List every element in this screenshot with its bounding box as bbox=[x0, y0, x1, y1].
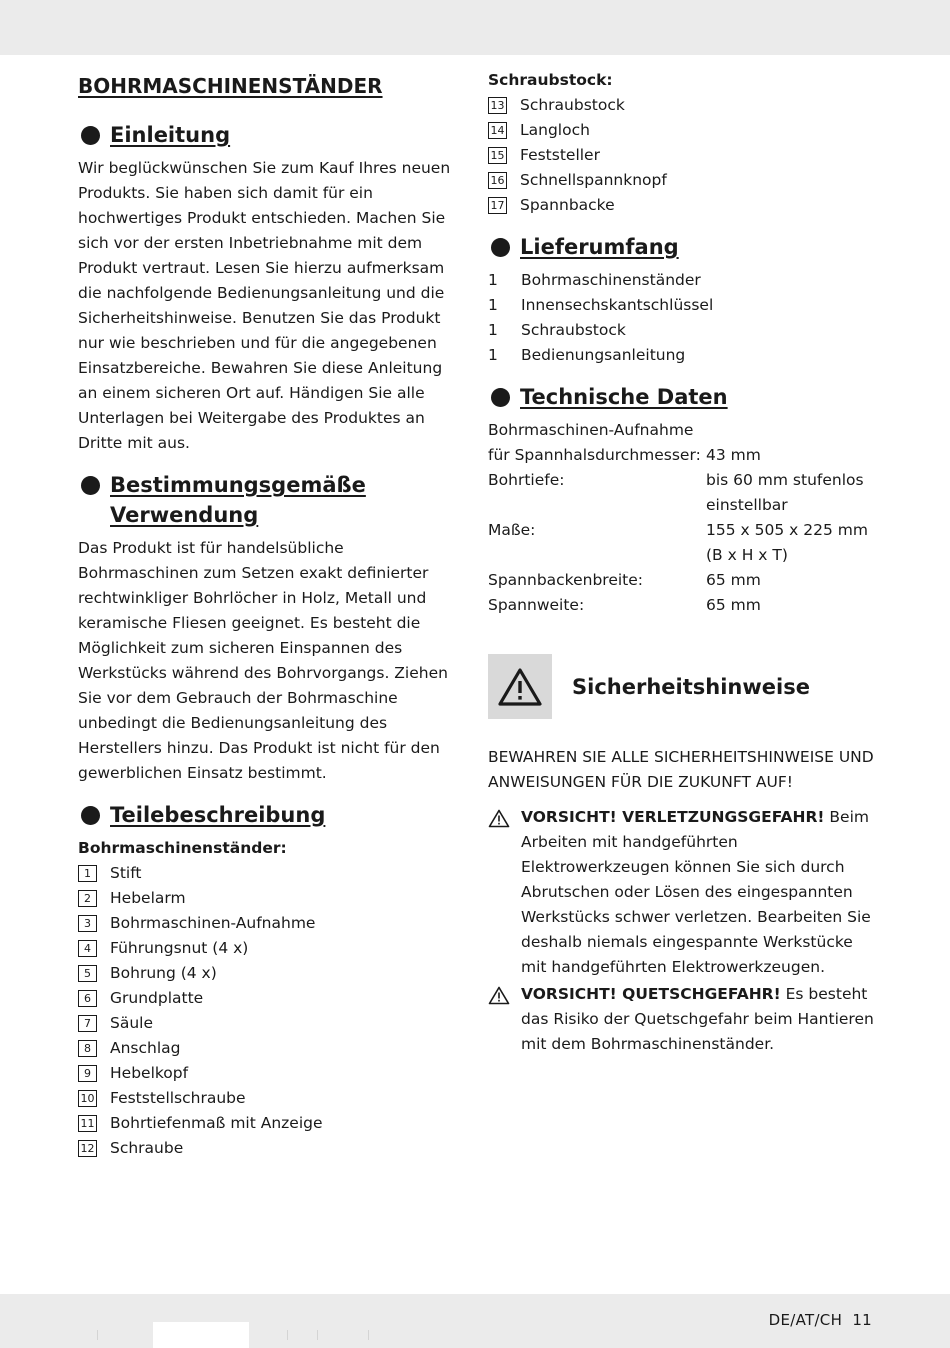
spec-key: Spannweite: bbox=[488, 596, 585, 614]
bottom-white-strip bbox=[153, 1322, 249, 1348]
bullet-icon bbox=[81, 806, 100, 825]
spec-row bbox=[488, 468, 876, 518]
verwendung-text: Das Produkt ist für handelsübliche Bohrmaschinen zum Setzen exakt definierter rechtwinkliger Bohrlöcher in Holz, Metall und keramische Fliesen geeignet. Es besteht die Möglichkeit zum sicheren Einspannen des Werkstücks während des Bohrvorgangs. Ziehen Sie vor dem Gebrauch der Bohrmaschine unbedingt die Bedienungsanleitung des Herstellers hinzu. Das Produkt ist nicht für den gewerblichen Einsatz bestimmt. bbox=[78, 539, 448, 782]
part-label: Schraube bbox=[110, 1139, 184, 1157]
spec-value: 65 mm bbox=[706, 571, 761, 589]
einleitung-text: Wir beglückwünschen Sie zum Kauf Ihres neuen Produkts. Sie haben sich damit für ein hochwertiges Produkt entschieden. Machen Sie sich vor der ersten Inbetriebnahme mit dem Produkt vertraut. Lesen Sie hierzu aufmerksam die nachfolgende Bedienungsanleitung und die Sicherheitshinweise. Benutzen Sie das Produkt nur wie beschrieben und für die angegebenen Einsatzbereiche. Bewahren Sie diese Anleitung an einem sicheren Ort auf. Händigen Sie alle Unterlagen bei Weitergabe des Produktes an Dritte mit aus. bbox=[78, 159, 451, 452]
warning-item bbox=[488, 982, 878, 1057]
left-column bbox=[78, 68, 462, 1161]
part-item bbox=[78, 1111, 462, 1136]
part-item bbox=[78, 986, 462, 1011]
part-item bbox=[488, 193, 878, 218]
part-item bbox=[488, 93, 878, 118]
section-heading-verwendung bbox=[78, 470, 462, 530]
warning-body: Beim Arbeiten mit handgeführten Elektrowerkzeugen können Sie sich durch Abrutschen oder Lösen des eingespannten Werkstücks schwer verletzen. Bearbeiten Sie deshalb niemals eingespannte Werkstücke mit handgeführten Elektrowerkzeugen. bbox=[521, 808, 871, 976]
parts-list bbox=[78, 861, 462, 1161]
part-item bbox=[78, 911, 462, 936]
part-item bbox=[78, 886, 462, 911]
page-footer bbox=[769, 1311, 872, 1329]
heading-line: Bestimmungsgemäße bbox=[110, 473, 366, 497]
page-number: 11 bbox=[852, 1311, 872, 1329]
part-label: Feststellschraube bbox=[110, 1089, 246, 1107]
part-item bbox=[78, 1086, 462, 1111]
part-number: 10 bbox=[78, 1090, 97, 1107]
part-label: Schnellspannknopf bbox=[520, 171, 667, 189]
part-number: 17 bbox=[488, 197, 507, 214]
scope-label: Bohrmaschinenständer bbox=[521, 271, 701, 289]
part-item bbox=[78, 1061, 462, 1086]
scope-item bbox=[488, 293, 878, 318]
scope-list bbox=[488, 268, 878, 368]
part-number: 11 bbox=[78, 1115, 97, 1132]
part-label: Bohrung (4 x) bbox=[110, 964, 217, 982]
bullet-icon bbox=[81, 126, 100, 145]
warning-head: VORSICHT! QUETSCHGEFAHR! bbox=[521, 985, 781, 1003]
part-label: Grundplatte bbox=[110, 989, 204, 1007]
part-item bbox=[488, 168, 878, 193]
scope-item bbox=[488, 268, 878, 293]
spec-intro: Bohrmaschinen-Aufnahme bbox=[488, 421, 694, 439]
spec-key: Bohrtiefe: bbox=[488, 471, 565, 489]
part-item bbox=[78, 1036, 462, 1061]
spec-key: Spannbackenbreite: bbox=[488, 571, 644, 589]
scope-label: Bedienungsanleitung bbox=[521, 346, 686, 364]
parts-group-title: Bohrmaschinenständer: bbox=[78, 839, 287, 857]
right-column bbox=[488, 68, 878, 1057]
part-label: Bohrtiefenmaß mit Anzeige bbox=[110, 1114, 323, 1132]
part-label: Führungsnut (4 x) bbox=[110, 939, 249, 957]
warnings-list bbox=[488, 805, 878, 1057]
section-heading-einleitung bbox=[78, 120, 462, 150]
heading-text: Technische Daten bbox=[520, 385, 728, 409]
footer-tick bbox=[317, 1330, 318, 1340]
spec-value: bis 60 mm stufenlos einstellbar bbox=[706, 471, 864, 514]
heading-text: Teilebeschreibung bbox=[110, 803, 326, 827]
part-label: Hebelkopf bbox=[110, 1064, 189, 1082]
bullet-icon bbox=[81, 476, 100, 495]
spec-value: 155 x 505 x 225 mm (B x H x T) bbox=[706, 521, 868, 564]
part-number: 15 bbox=[488, 147, 507, 164]
scope-qty: 1 bbox=[488, 321, 498, 339]
part-number: 3 bbox=[78, 915, 97, 932]
part-label: Anschlag bbox=[110, 1039, 181, 1057]
part-number: 12 bbox=[78, 1140, 97, 1157]
safety-banner bbox=[488, 654, 878, 719]
section-heading-teile bbox=[78, 800, 462, 830]
part-number: 2 bbox=[78, 890, 97, 907]
warning-body: Es besteht das Risiko der Quetschgefahr beim Hantieren mit dem Bohrmaschinenständer. bbox=[521, 985, 874, 1053]
part-label: Stift bbox=[110, 864, 142, 882]
part-number: 9 bbox=[78, 1065, 97, 1082]
scope-qty: 1 bbox=[488, 296, 498, 314]
spec-table bbox=[488, 443, 876, 618]
safety-heading: Sicherheitshinweise bbox=[572, 674, 810, 699]
warning-item bbox=[488, 805, 878, 980]
heading-line: Verwendung bbox=[110, 503, 259, 527]
part-label: Hebelarm bbox=[110, 889, 186, 907]
part-item bbox=[78, 1011, 462, 1036]
warning-head: VORSICHT! VERLETZUNGSGEFAHR! bbox=[521, 808, 825, 826]
scope-label: Innensechskantschlüssel bbox=[521, 296, 714, 314]
part-item bbox=[488, 118, 878, 143]
scope-item bbox=[488, 343, 878, 368]
warning-icon bbox=[488, 982, 521, 1057]
scope-qty: 1 bbox=[488, 346, 498, 364]
footer-tick bbox=[368, 1330, 369, 1340]
warning-text bbox=[521, 805, 878, 980]
footer-tick bbox=[97, 1330, 98, 1340]
parts-group-title: Schraubstock: bbox=[488, 71, 613, 89]
spec-row bbox=[488, 593, 876, 618]
spec-value: 65 mm bbox=[706, 596, 761, 614]
part-number: 1 bbox=[78, 865, 97, 882]
scope-label: Schraubstock bbox=[521, 321, 626, 339]
part-label: Langloch bbox=[520, 121, 590, 139]
warning-icon bbox=[488, 805, 521, 980]
part-item bbox=[78, 861, 462, 886]
top-band bbox=[0, 0, 950, 55]
page-title: BOHRMASCHINENSTÄNDER bbox=[78, 74, 383, 98]
part-number: 4 bbox=[78, 940, 97, 957]
part-item bbox=[78, 1136, 462, 1161]
part-number: 7 bbox=[78, 1015, 97, 1032]
scope-item bbox=[488, 318, 878, 343]
heading-text: Einleitung bbox=[110, 123, 231, 147]
part-item bbox=[488, 143, 878, 168]
part-label: Feststeller bbox=[520, 146, 600, 164]
part-number: 16 bbox=[488, 172, 507, 189]
bullet-icon bbox=[491, 238, 510, 257]
region-code: DE/AT/CH bbox=[768, 1311, 843, 1329]
spec-row bbox=[488, 518, 876, 568]
parts-list bbox=[488, 93, 878, 218]
warning-triangle-icon bbox=[488, 654, 552, 719]
spec-key: Maße: bbox=[488, 521, 536, 539]
spec-value: 43 mm bbox=[706, 446, 761, 464]
heading-text bbox=[110, 470, 366, 530]
safety-intro: BEWAHREN SIE ALLE SICHERHEITSHINWEISE UND ANWEISUNGEN FÜR DIE ZUKUNFT AUF! bbox=[488, 748, 874, 791]
part-number: 8 bbox=[78, 1040, 97, 1057]
part-number: 6 bbox=[78, 990, 97, 1007]
part-item bbox=[78, 936, 462, 961]
bullet-icon bbox=[491, 388, 510, 407]
part-number: 14 bbox=[488, 122, 507, 139]
part-number: 5 bbox=[78, 965, 97, 982]
heading-text: Lieferumfang bbox=[520, 235, 679, 259]
part-label: Bohrmaschinen-Aufnahme bbox=[110, 914, 316, 932]
section-heading-technische-daten bbox=[488, 382, 878, 412]
spec-row bbox=[488, 443, 876, 468]
part-label: Säule bbox=[110, 1014, 154, 1032]
part-label: Spannbacke bbox=[520, 196, 615, 214]
part-number: 13 bbox=[488, 97, 507, 114]
part-item bbox=[78, 961, 462, 986]
warning-text bbox=[521, 982, 878, 1057]
section-heading-lieferumfang bbox=[488, 232, 878, 262]
spec-row bbox=[488, 568, 876, 593]
scope-qty: 1 bbox=[488, 271, 498, 289]
part-label: Schraubstock bbox=[520, 96, 625, 114]
spec-key: für Spannhalsdurchmesser: bbox=[488, 446, 701, 464]
footer-tick bbox=[287, 1330, 288, 1340]
